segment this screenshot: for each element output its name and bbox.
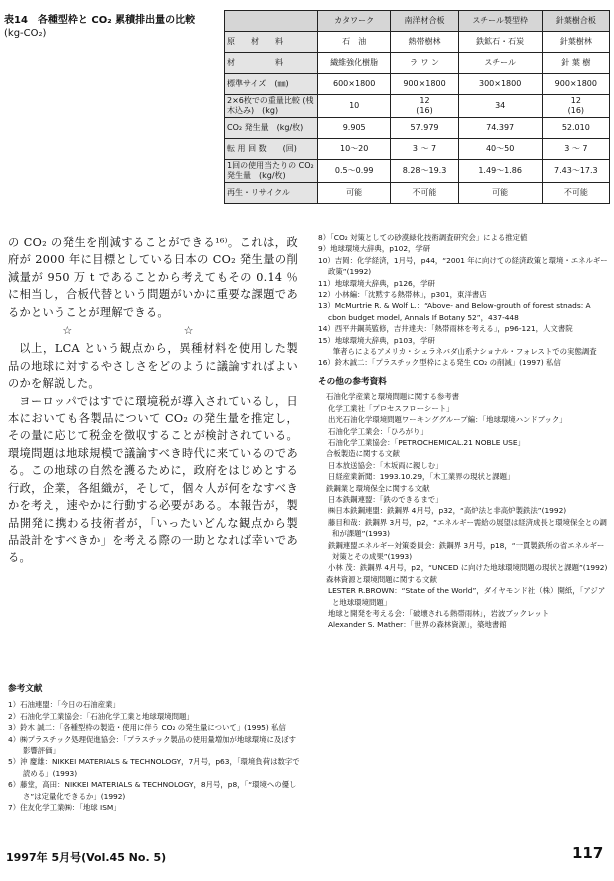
table-cell: 3 ～ 7 <box>391 139 458 160</box>
other-ref-item: 日本鉄鋼連盟：「鉄のできるまで」 <box>328 494 443 504</box>
page-number: 117 <box>572 844 604 862</box>
references-continued <box>318 232 610 631</box>
table-cell: 12 (16) <box>391 95 458 118</box>
table-header-row <box>225 11 610 32</box>
table-cell: 9.905 <box>318 118 391 139</box>
other-ref-item: 化学工業社「プロセスフローシート」 <box>328 403 454 413</box>
header-cell: スチール製型枠 <box>458 11 542 32</box>
other-ref-item: 日本放送協会：「木坂両に親しむ」 <box>328 460 443 470</box>
table-row <box>225 74 610 95</box>
reference-item: 11）地球環境大辞典，p126，学研 <box>318 278 435 288</box>
row-label: CO₂ 発生量 (kg/枚) <box>225 118 318 139</box>
table-row <box>225 118 610 139</box>
other-ref-group: 森林資源と環境問題に関する文献 <box>326 574 437 584</box>
table-cell: 1.49～1.86 <box>458 160 542 183</box>
other-ref-item: 地球と開発を考える会：「破壊される熱帯雨林」，岩波ブックレット <box>328 609 550 618</box>
table-cell: 石 油 <box>318 32 391 53</box>
table-cell: 52.010 <box>542 118 609 139</box>
other-ref-item: 日経産業新聞：1993.10.29，「木工業界の現状と課題」 <box>328 472 515 482</box>
paragraph: ヨーロッパではすでに環境税が導入されているし，日本においても各製品について CO₂ の発生量を推定し，その量に応じて税金を徴収することが検討されている。環境問題は地球規模で議論すべき時代に来ているのである。この地球の自然を護るために，政府をはじめとする行政，企業，各組織が，そして，個々人が何をなすべきかを考え，速やかに行動する必要がある。本報告が，製品開発に携わる技術者が，「いったいどんな観点から製品設計をすべきか」を考える際の一助となれば幸いである。 <box>8 394 298 565</box>
table-cell: 可能 <box>318 183 391 204</box>
table-cell: 900×1800 <box>391 74 458 95</box>
comparison-table <box>224 10 610 204</box>
other-ref-group: 鉄鋼業と環境保全に関する文献 <box>326 483 430 493</box>
table-cell: 300×1800 <box>458 74 542 95</box>
reference-item: 筆者らによるアメリカ・シェラネバダ山系ナショナル・フォレストでの実態調査 <box>318 347 597 357</box>
table-cell: 3 ～ 7 <box>542 139 609 160</box>
table-cell: 7.43～17.3 <box>542 160 609 183</box>
table-cell: 鉄鉱石・石炭 <box>458 32 542 53</box>
table-cell: 74.397 <box>458 118 542 139</box>
other-ref-item: Alexander S. Mather：「世界の森林資源」，築地書館 <box>328 620 507 630</box>
other-ref-item: LESTER R.BROWN：“State of the World”，ダイヤモンド社（株）開紙，「アジアと地球環境問題」 <box>328 586 606 607</box>
reference-item: 13）McMurtrie R. & Wolf L.：“Above- and Below-grouth of forest stnads: A cbon budget model, Annals If Botany 52”，437-448 <box>318 301 591 322</box>
row-label: 標準サイズ (㎜) <box>225 74 318 95</box>
table-cell: 0.5～0.99 <box>318 160 391 183</box>
table-cell: 900×1800 <box>542 74 609 95</box>
row-label: 再生・リサイクル <box>225 183 318 204</box>
table-cell: 600×1800 <box>318 74 391 95</box>
row-label: 転 用 回 数 (回) <box>225 139 318 160</box>
reference-item: 9）地球環境大辞典，p102，学研 <box>318 244 431 254</box>
table-cell: 40～50 <box>458 139 542 160</box>
row-label: 2×6枚での重量比較 (桟木込み) (kg) <box>225 95 318 118</box>
section-break-stars: ☆ ☆ <box>62 324 244 338</box>
table-caption <box>4 14 214 40</box>
reference-item: 5）沖 慶雄：NIKKEI MATERIALS & TECHNOLOGY，7月号，p63，「環境負荷は数字で読める」(1993) <box>8 757 300 778</box>
other-ref-group: 石油化学産業と環境問題に関する参考書 <box>326 392 460 402</box>
reference-item: 10）吉岡：化学経済，1月号，p44，“2001 年に向けての経済政策と環境・エネルギー政策”(1992) <box>318 255 608 277</box>
reference-item: 7）住友化学工業㈱：「地球 ISM」 <box>8 803 121 813</box>
reference-item: 2）石油化学工業協会：「石油化学工業と地球環境問題」 <box>8 711 194 721</box>
reference-item: 8）「CO₂ 対策としての砂漠緑化技術調査研究会」による推定値 <box>318 233 528 242</box>
paragraph: 以上，LCA という観点から，異種材料を使用した製品の地球に対するやさしさをどのように議論すればよいのかを解説した。 <box>8 342 298 391</box>
table-cell: 34 <box>458 95 542 118</box>
other-ref-item: 出光石油化学環境問題ワーキンググループ編：「地球環境ハンドブック」 <box>328 415 567 425</box>
other-ref-item: 石油化学工業協会：「PETROCHEMICAL.21 NOBLE USE」 <box>328 437 525 447</box>
other-references-title: その他の参考資料 <box>318 376 387 387</box>
other-ref-item: 小林 茂：鉄鋼界 4月号，p2，“UNCED に向けた地球環境問題の現状と課題”(1992) <box>328 563 608 573</box>
reference-item: 4）㈱プラスチック処理促進協会：「プラスチック製品の使用量増加が地球環境に及ぼす影響評価」 <box>8 734 297 756</box>
table-row <box>225 32 610 53</box>
other-ref-item: 鉄鋼連盟エネルギー対策委員会：鉄鋼界 3月号，p18，“一貫製鉄所の省エネルギー対策とその成果”(1993) <box>328 540 605 561</box>
row-label: 材 料 <box>225 53 318 74</box>
other-ref-item: 石油化学工業会：「ひろがり」 <box>328 426 428 436</box>
header-cell <box>225 11 318 32</box>
issue-info: 1997年 5月号(Vol.45 No. 5) <box>6 851 167 864</box>
reference-item: 6）藤堂，高田：NIKKEI MATERIALS & TECHNOLOGY，8月号，p8，「“環境への優しさ”は定量化できるか」(1992) <box>8 780 297 801</box>
table-row <box>225 139 610 160</box>
header-cell: カタワーク <box>318 11 391 32</box>
table-cell: 針葉樹林 <box>542 32 609 53</box>
main-text <box>8 234 298 567</box>
reference-item: 12）小林編：「沈黙する熱帯林」，p301，東洋書店 <box>318 290 487 300</box>
reference-item: 1）石油連盟：「今日の石油産業」 <box>8 700 120 710</box>
header-cell: 南洋材合板 <box>391 11 458 32</box>
reference-item: 14）西平井鋼英監修，吉井達夫：「熱帯雨林を考える」，p96-121，人文書院 <box>318 324 573 334</box>
caption-title: 表14 各種型枠と CO₂ 累積排出量の比較 <box>4 15 196 26</box>
table-cell: 10～20 <box>318 139 391 160</box>
table-row <box>225 183 610 204</box>
row-label: 1回の使用当たりの CO₂発生量 (kg/枚) <box>225 160 318 183</box>
table-cell: 可能 <box>458 183 542 204</box>
table-cell: 繊維強化樹脂 <box>318 53 391 74</box>
table-cell: ラ ワ ン <box>391 53 458 74</box>
table-cell: 8.28～19.3 <box>391 160 458 183</box>
header-cell: 針葉樹合板 <box>542 11 609 32</box>
table-cell: 不可能 <box>542 183 609 204</box>
reference-item: 16）鈴木誠二：「プラスチック型枠による発生 CO₂ の削減」(1997) 私信 <box>318 358 561 368</box>
table-cell: 10 <box>318 95 391 118</box>
table-cell: 熱帯樹林 <box>391 32 458 53</box>
row-label: 原 材 料 <box>225 32 318 53</box>
table-cell: 針 葉 樹 <box>542 53 609 74</box>
reference-item: 3）鈴木 誠二：「各種型枠の製造・使用に伴う CO₂ の発生量について」(1995) 私信 <box>8 723 286 733</box>
caption-unit: (kg-CO₂) <box>4 28 47 39</box>
paragraph: の CO₂ の発生を削減することができる¹⁶⁾。これは，政府が 2000 年に目標としている日本の CO₂ 発生量の削減量が 950 万 t であることから考えてもその 0.14 ％に相当し，合板代替という問題がいかに重要な課題であるかということが理解できる。 <box>8 236 298 319</box>
other-ref-group: 合板製造に関する文献 <box>326 449 400 459</box>
references <box>8 684 302 813</box>
references-title: 参考文献 <box>8 684 43 694</box>
table-row <box>225 53 610 74</box>
table-row <box>225 95 610 118</box>
reference-item: 15）地球環境大辞典，p103，学研 <box>318 335 435 345</box>
table-cell: 57.979 <box>391 118 458 139</box>
other-ref-item: ㈱日本鉄鋼連盟：鉄鋼界 4月号，p32，“高炉法と非高炉製鉄法”(1992) <box>328 506 567 516</box>
table-row <box>225 160 610 183</box>
other-ref-item: 藤目和哉：鉄鋼界 3月号，p2，“エネルギー需給の展望は経済成長と環境保全との調和が課題”(1993) <box>328 517 607 539</box>
table-cell: スチール <box>458 53 542 74</box>
table-cell: 不可能 <box>391 183 458 204</box>
table-cell: 12 (16) <box>542 95 609 118</box>
